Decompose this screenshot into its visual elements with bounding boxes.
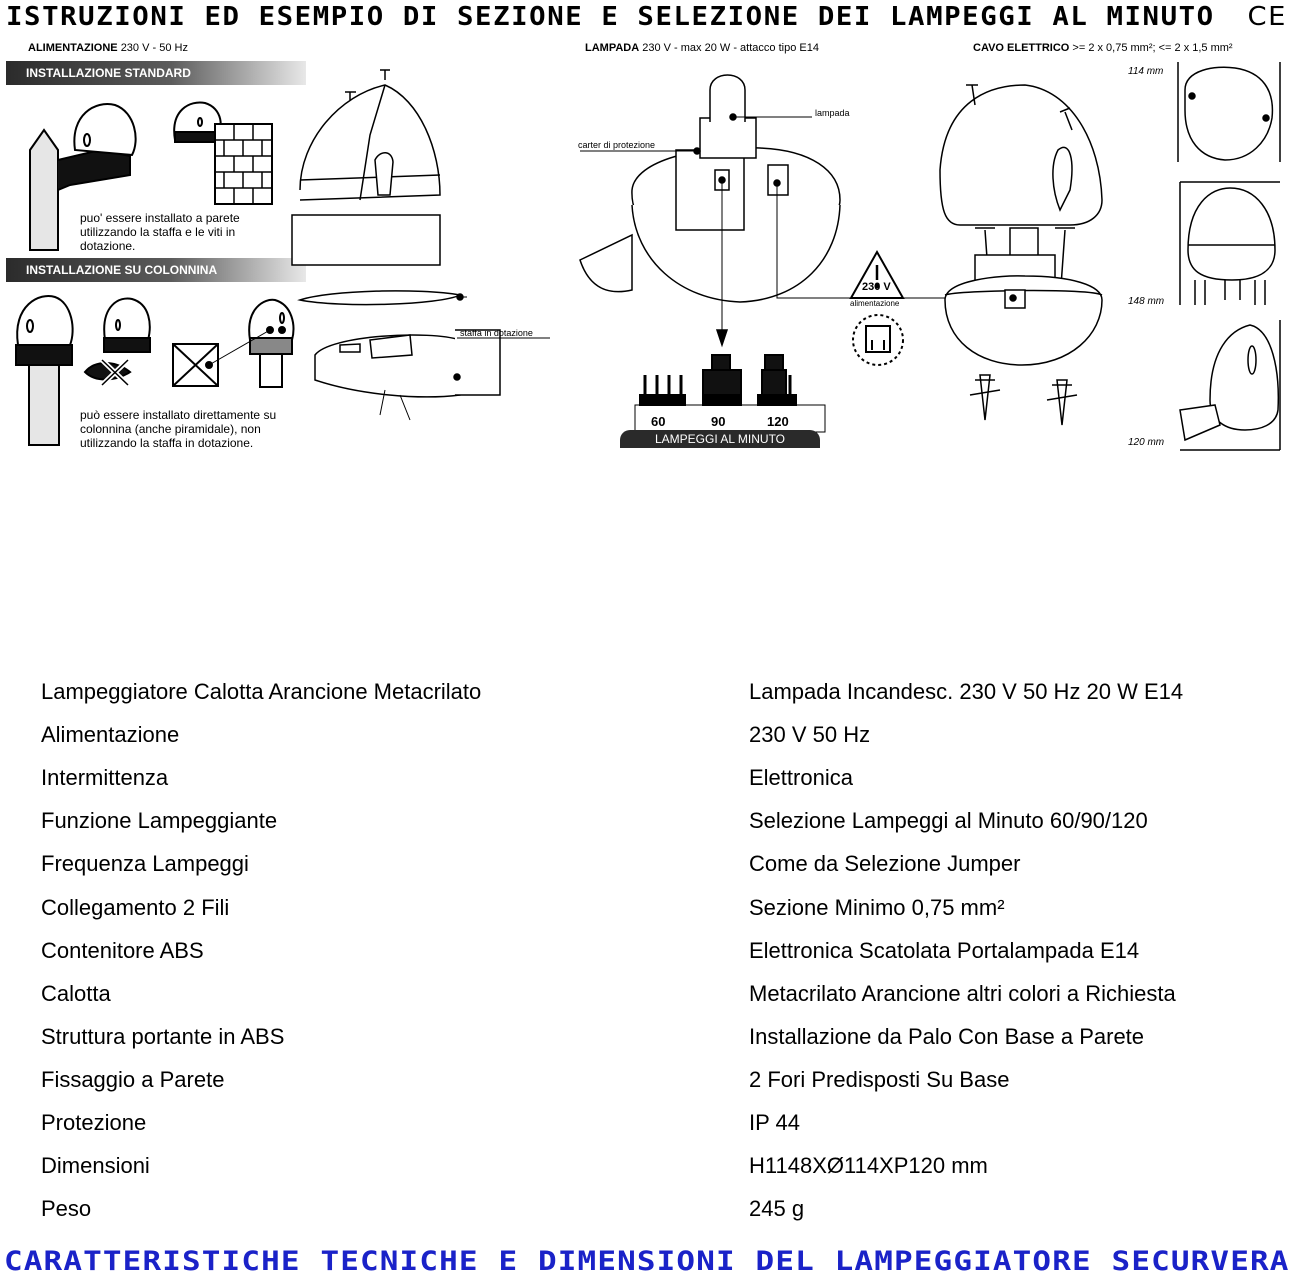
ce-mark: CE [1247,2,1288,32]
spec-row: Calotta Metacrilato Arancione altri colori a Richiesta [41,981,1176,1006]
spec-row: Peso 245 g [41,1196,805,1221]
cable-spec: CAVO ELETTRICO >= 2 x 0,75 mm²; <= 2 x 1,5 mm² [973,42,1233,54]
exploded-dome-illustration [292,70,550,420]
spec-row: Collegamento 2 Fili Sezione Minimo 0,75 mm² [41,895,1005,920]
wall-lamp-illustration [30,104,136,250]
spec-row: Contenitore ABS Elettronica Scatolata Portalampada E14 [41,938,1140,963]
side-view-illustration [1180,320,1280,450]
technical-specs-title: CARATTERISTICHE TECNICHE E DIMENSIONI DEL LAMPEGGIATORE SECURVERA [4,1246,1290,1277]
spec-row: Alimentazione 230 V 50 Hz [41,722,871,747]
standard-install-note: puo' essere installato a parete utilizzando la staffa e le viti in dotazione. [80,211,240,253]
jumper-120: 120 [767,414,789,429]
cross-box-icon [173,344,218,386]
column-install-band: INSTALLAZIONE SU COLONNINA [6,258,306,282]
dimension-diameter: 114 mm [1128,66,1164,77]
instructions-title: ISTRUZIONI ED ESEMPIO DI SEZIONE E SELEZIONE DEI LAMPEGGI AL MINUTO CE [6,2,1288,32]
dimension-height: 148 mm [1128,296,1165,307]
voltage-label: 230 V [862,281,891,293]
spec-row: Struttura portante in ABS Installazione da Palo Con Base a Parete [41,1024,1145,1049]
spec-row: Lampeggiatore Calotta Arancione Metacrilato Lampada Incandesc. 230 V 50 Hz 20 W E14 [41,679,1184,704]
flashes-per-minute-label: LAMPEGGI AL MINUTO [620,430,820,448]
bracket-label: staffa in dotazione [460,328,533,338]
standard-install-band: INSTALLAZIONE STANDARD [6,61,306,85]
no-bracket-illustration [85,298,150,385]
protection-carter-label: carter di protezione [578,140,656,150]
spec-row: Funzione Lampeggiante Selezione Lampeggi al Minuto 60/90/120 [41,808,1148,833]
column-install-note: può essere installato direttamente su colonnina (anche piramidale), non utilizzando la staffa in dotazione. [80,408,277,450]
lamp-label: lampada [815,108,850,118]
installation-illustrations [0,0,1293,460]
dimension-depth: 120 mm [1128,437,1165,448]
brick-wall-icon [215,124,272,204]
wall-lamp-small-illustration [174,102,220,142]
power-label: alimentazione [850,299,900,308]
spec-row: Dimensioni H1148XØ114XP120 mm [41,1153,988,1178]
spec-row: Fissaggio a Parete 2 Fori Predisposti Su Base [41,1067,1010,1092]
column-lamp-illustration [16,296,73,445]
spec-row: Intermittenza Elettronica [41,765,853,790]
warning-triangle-icon [851,252,903,365]
power-supply-spec: ALIMENTAZIONE 230 V - 50 Hz [28,42,188,54]
column-mount-illustration [209,300,293,387]
top-view-illustration [1178,62,1280,162]
spec-row: Protezione IP 44 [41,1110,800,1135]
jumper-60: 60 [651,414,666,429]
lamp-spec: LAMPADA 230 V - max 20 W - attacco tipo E14 [585,42,819,54]
spec-row: Frequenza Lampeggi Come da Selezione Jumper [41,851,1021,876]
jumper-90: 90 [711,414,726,429]
front-view-illustration [1180,182,1280,305]
right-exploded-illustration [940,85,1102,425]
